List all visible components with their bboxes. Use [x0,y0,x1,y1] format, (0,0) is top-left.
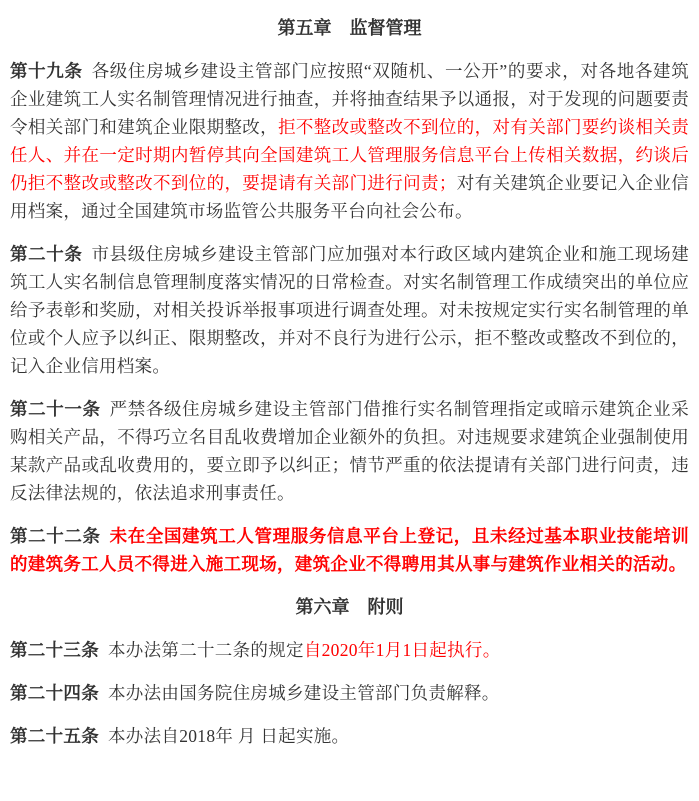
article-24-number: 第二十四条 [10,683,99,703]
article-20-number: 第二十条 [10,244,83,264]
article-19-text-1: 各级住房城乡建设主管部门应按照“双随机、一公开”的要求，对各地各建筑企业建筑工人实名制管理情况进行抽查，并将抽查结果予以通报，对于发现的问题要责令相关部门和建筑企业限期整改， [10,61,690,137]
article-23-number: 第二十三条 [10,640,99,660]
chapter-5-title: 第五章 监督管理 [277,18,422,38]
article-21-number: 第二十一条 [10,399,101,419]
article-25-number: 第二十五条 [10,726,99,746]
article-19-text-2: 对有关建筑企业要记入企业信用档案，通过全国建筑市场监管公共服务平台向社会公布。 [10,173,689,221]
article-19 [10,57,689,225]
article-23-text: 本办法第二十二条的规定 [108,640,304,660]
article-22-number: 第二十二条 [10,526,101,546]
article-22 [10,522,689,578]
article-20-text: 市县级住房城乡建设主管部门应加强对本行政区域内建筑企业和施工现场建筑工人实名制信息管理制度落实情况的日常检查。对实名制管理工作成绩突出的单位应给予表彰和奖励，对相关投诉举报事项进行调查处理。对未按规定实行实名制管理的单位或个人应予以纠正、限期整改，并对不良行为进行公示，拒不整改或整改不到位的，记入企业信用档案。 [10,244,689,376]
article-19-number: 第十九条 [10,61,83,81]
chapter-6-title: 第六章 附则 [295,597,404,617]
article-21 [10,395,689,507]
article-21-text: 严禁各级住房城乡建设主管部门借推行实名制管理指定或暗示建筑企业采购相关产品，不得巧立名目乱收费增加企业额外的负担。对违规要求建筑企业强制使用某款产品或乱收费用的，要立即予以纠正；情节严重的依法提请有关部门进行问责，违反法律法规的，依法追求刑事责任。 [10,399,689,503]
article-25 [10,722,689,750]
article-20 [10,240,689,380]
article-23 [10,636,689,664]
article-19-red-text: 拒不整改或整改不到位的，对有关部门要约谈相关责任人、并在一定时期内暂停其向全国建筑工人管理服务信息平台上传相关数据，约谈后仍拒不整改或整改不到位的，要提请有关部门进行问责； [10,117,690,193]
article-24 [10,679,689,707]
article-23-red-text: 自2020年1月1日起执行。 [303,640,501,660]
article-25-text: 本办法自2018年 月 日起实施。 [108,726,350,746]
article-24-text: 本办法由国务院住房城乡建设主管部门负责解释。 [108,683,500,703]
article-22-red-text: 未在全国建筑工人管理服务信息平台上登记，且未经过基本职业技能培训的建筑务工人员不得进入施工现场，建筑企业不得聘用其从事与建筑作业相关的活动。 [10,526,689,574]
document-body [10,14,689,750]
